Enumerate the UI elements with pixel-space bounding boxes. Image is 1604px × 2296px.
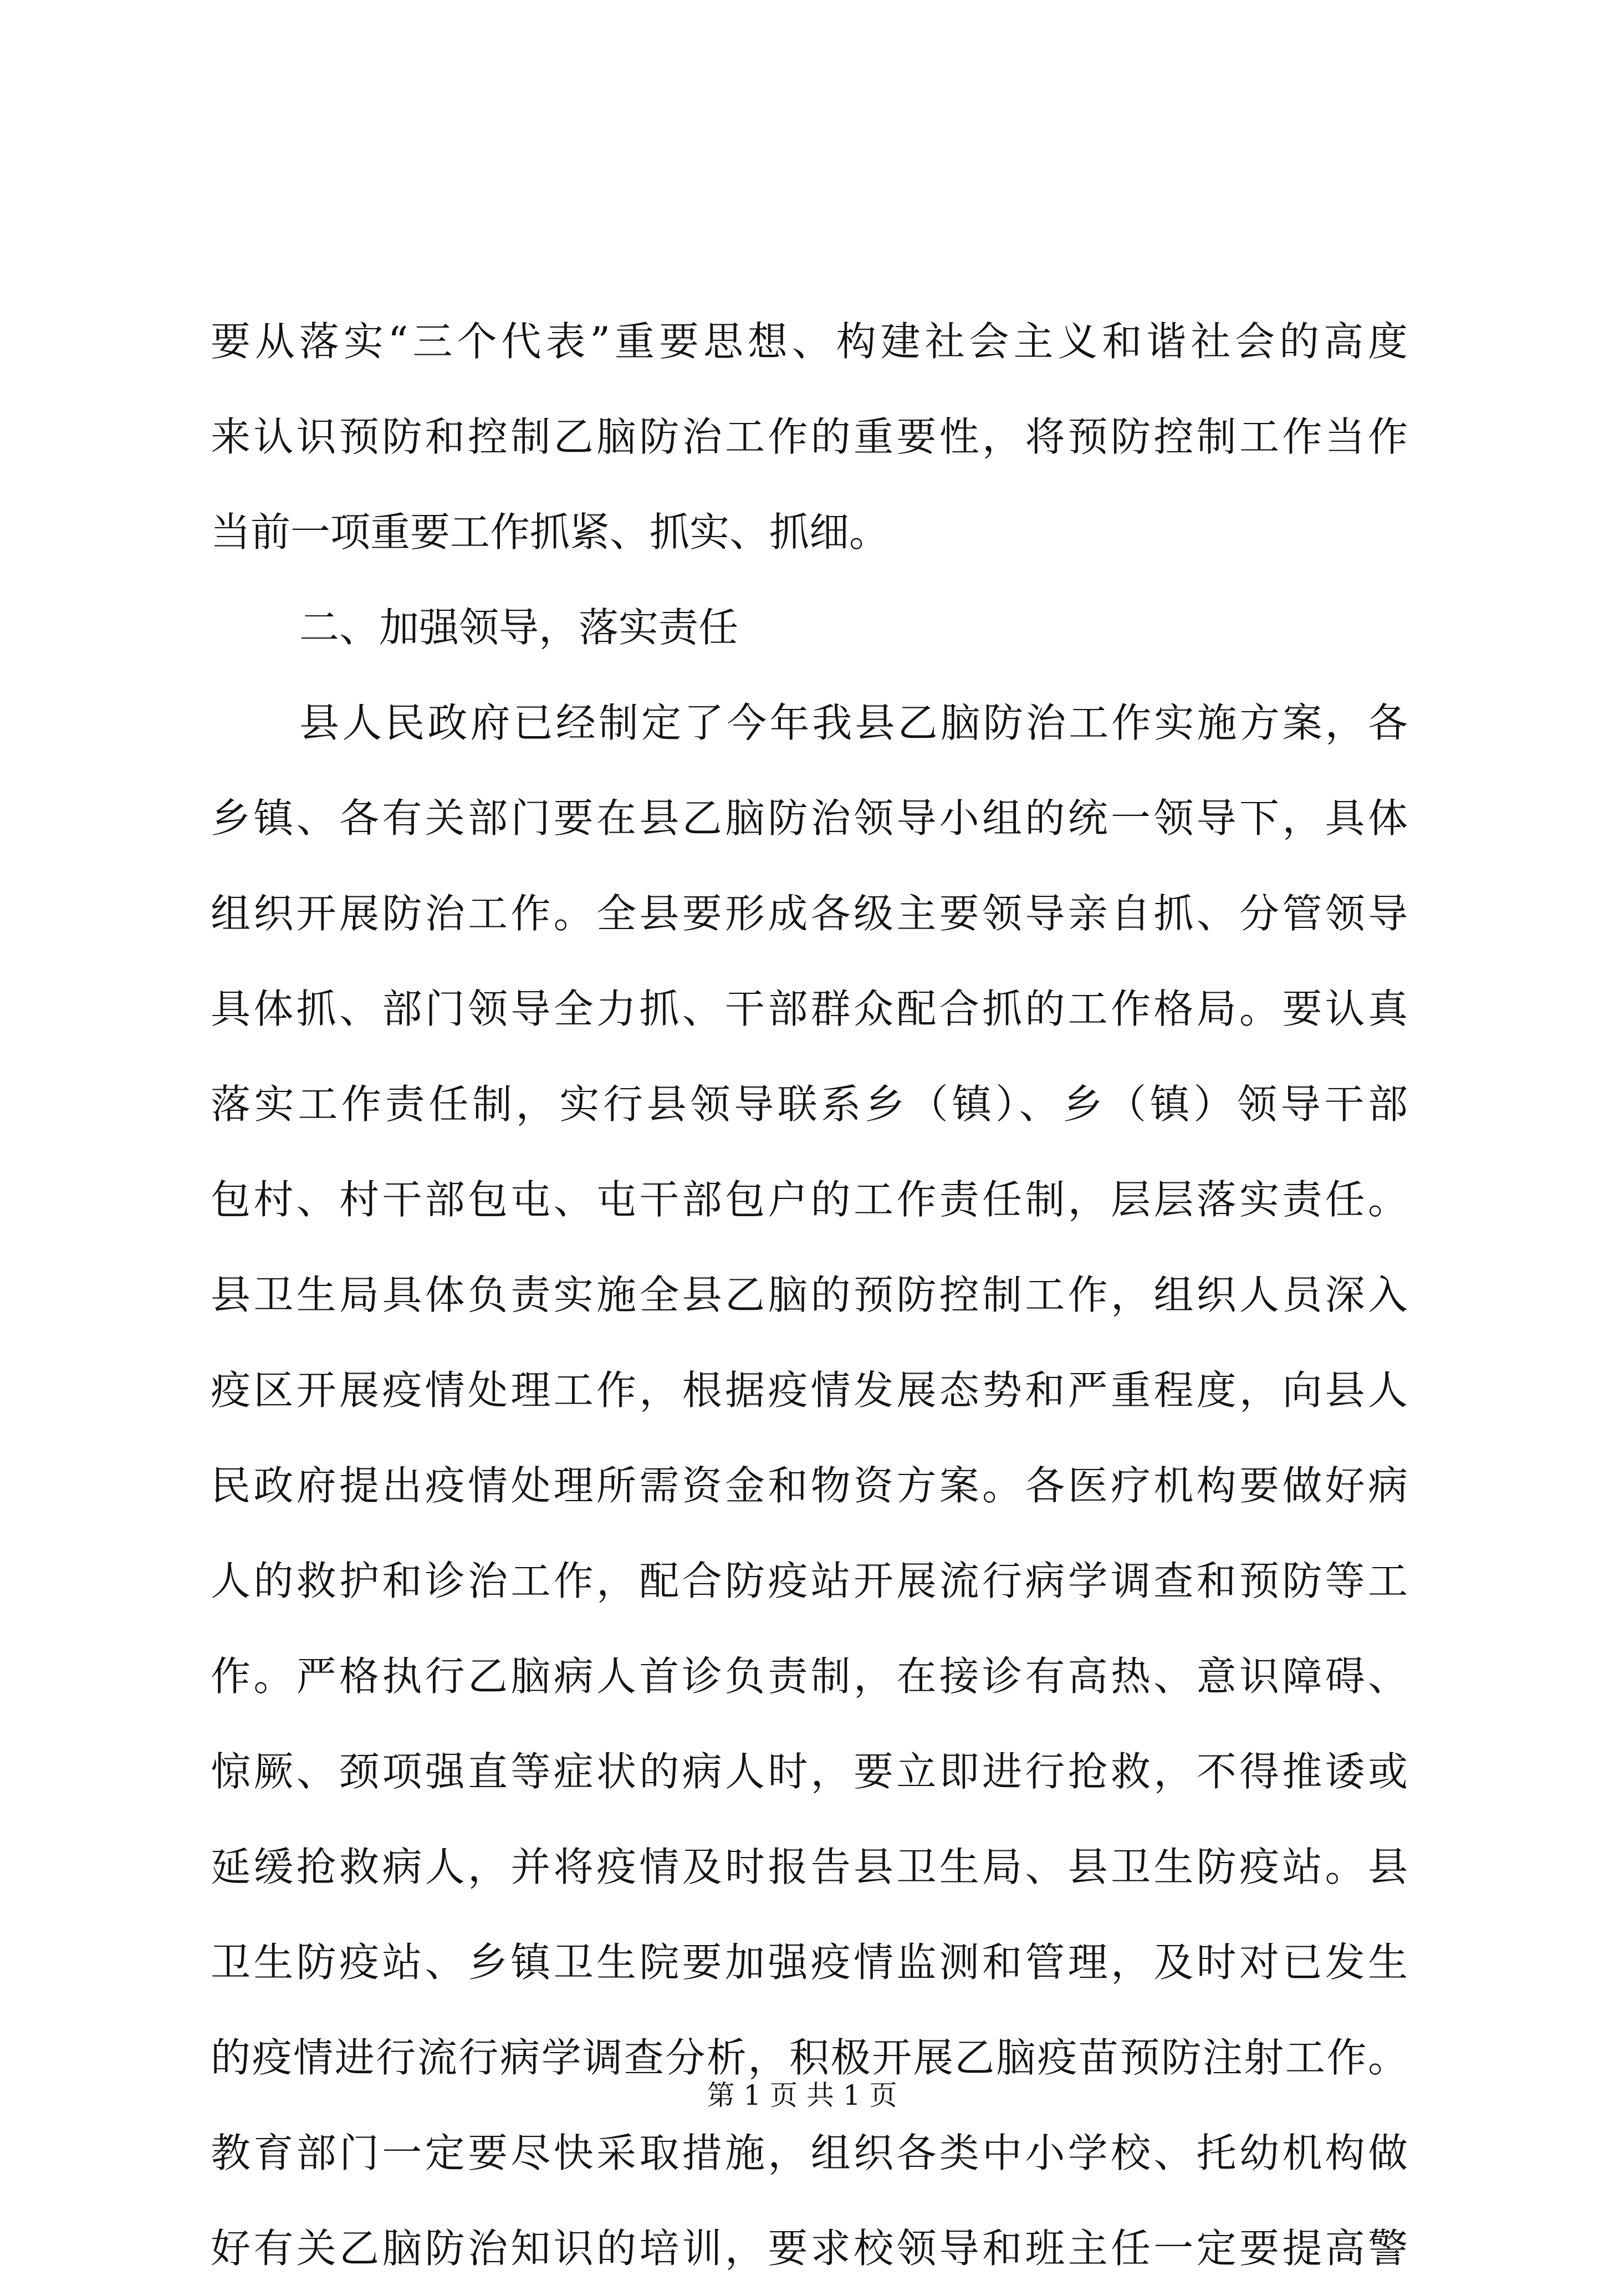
section-heading: 二、加强领导，落实责任: [299, 604, 739, 651]
body-line: 乡镇、各有关部门要在县乙脑防治领导小组的统一领导下，具体: [211, 795, 1408, 841]
body-line: 疫区开展疫情处理工作，根据疫情发展态势和严重程度，向县人: [211, 1367, 1408, 1414]
body-line: 的疫情进行流行病学调查分析，积极开展乙脑疫苗预防注射工作。: [211, 2034, 1408, 2081]
body-line: 人的救护和诊治工作，配合防疫站开展流行病学调查和预防等工: [211, 1558, 1408, 1604]
body-line: 组织开展防治工作。全县要形成各级主要领导亲自抓、分管领导: [211, 890, 1408, 937]
document-body: [211, 294, 1408, 2296]
body-line: 作。严格执行乙脑病人首诊负责制，在接诊有高热、意识障碍、: [211, 1653, 1408, 1700]
body-line: 延缓抢救病人，并将疫情及时报告县卫生局、县卫生防疫站。县: [211, 1844, 1408, 1890]
body-line: 县卫生局具体负责实施全县乙脑的预防控制工作，组织人员深入: [211, 1272, 1408, 1318]
body-line: 民政府提出疫情处理所需资金和物资方案。各医疗机构要做好病: [211, 1462, 1408, 1509]
body-line: 落实工作责任制，实行县领导联系乡（镇）、乡（镇）领导干部: [211, 1081, 1408, 1127]
body-line: 卫生防疫站、乡镇卫生院要加强疫情监测和管理，及时对已发生: [211, 1939, 1408, 1986]
body-line: 好有关乙脑防治知识的培训，要求校领导和班主任一定要提高警: [211, 2225, 1408, 2272]
body-line: 具体抓、部门领导全力抓、干部群众配合抓的工作格局。要认真: [211, 986, 1408, 1032]
body-line: 县人民政府已经制定了今年我县乙脑防治工作实施方案，各: [299, 700, 1408, 746]
body-line: 包村、村干部包屯、屯干部包户的工作责任制，层层落实责任。: [211, 1176, 1408, 1223]
body-line: 要从落实“三个代表”重要思想、构建社会主义和谐社会的高度: [211, 318, 1408, 365]
body-line: 教育部门一定要尽快采取措施，组织各类中小学校、托幼机构做: [211, 2130, 1408, 2176]
body-line: 惊厥、颈项强直等症状的病人时，要立即进行抢救，不得推诿或: [211, 1748, 1408, 1795]
body-line: 来认识预防和控制乙脑防治工作的重要性，将预防控制工作当作: [211, 414, 1408, 460]
page-number-footer: 第 1 页 共 1 页: [707, 2079, 897, 2111]
body-line: 当前一项重要工作抓紧、抓实、抓细。: [211, 509, 890, 555]
